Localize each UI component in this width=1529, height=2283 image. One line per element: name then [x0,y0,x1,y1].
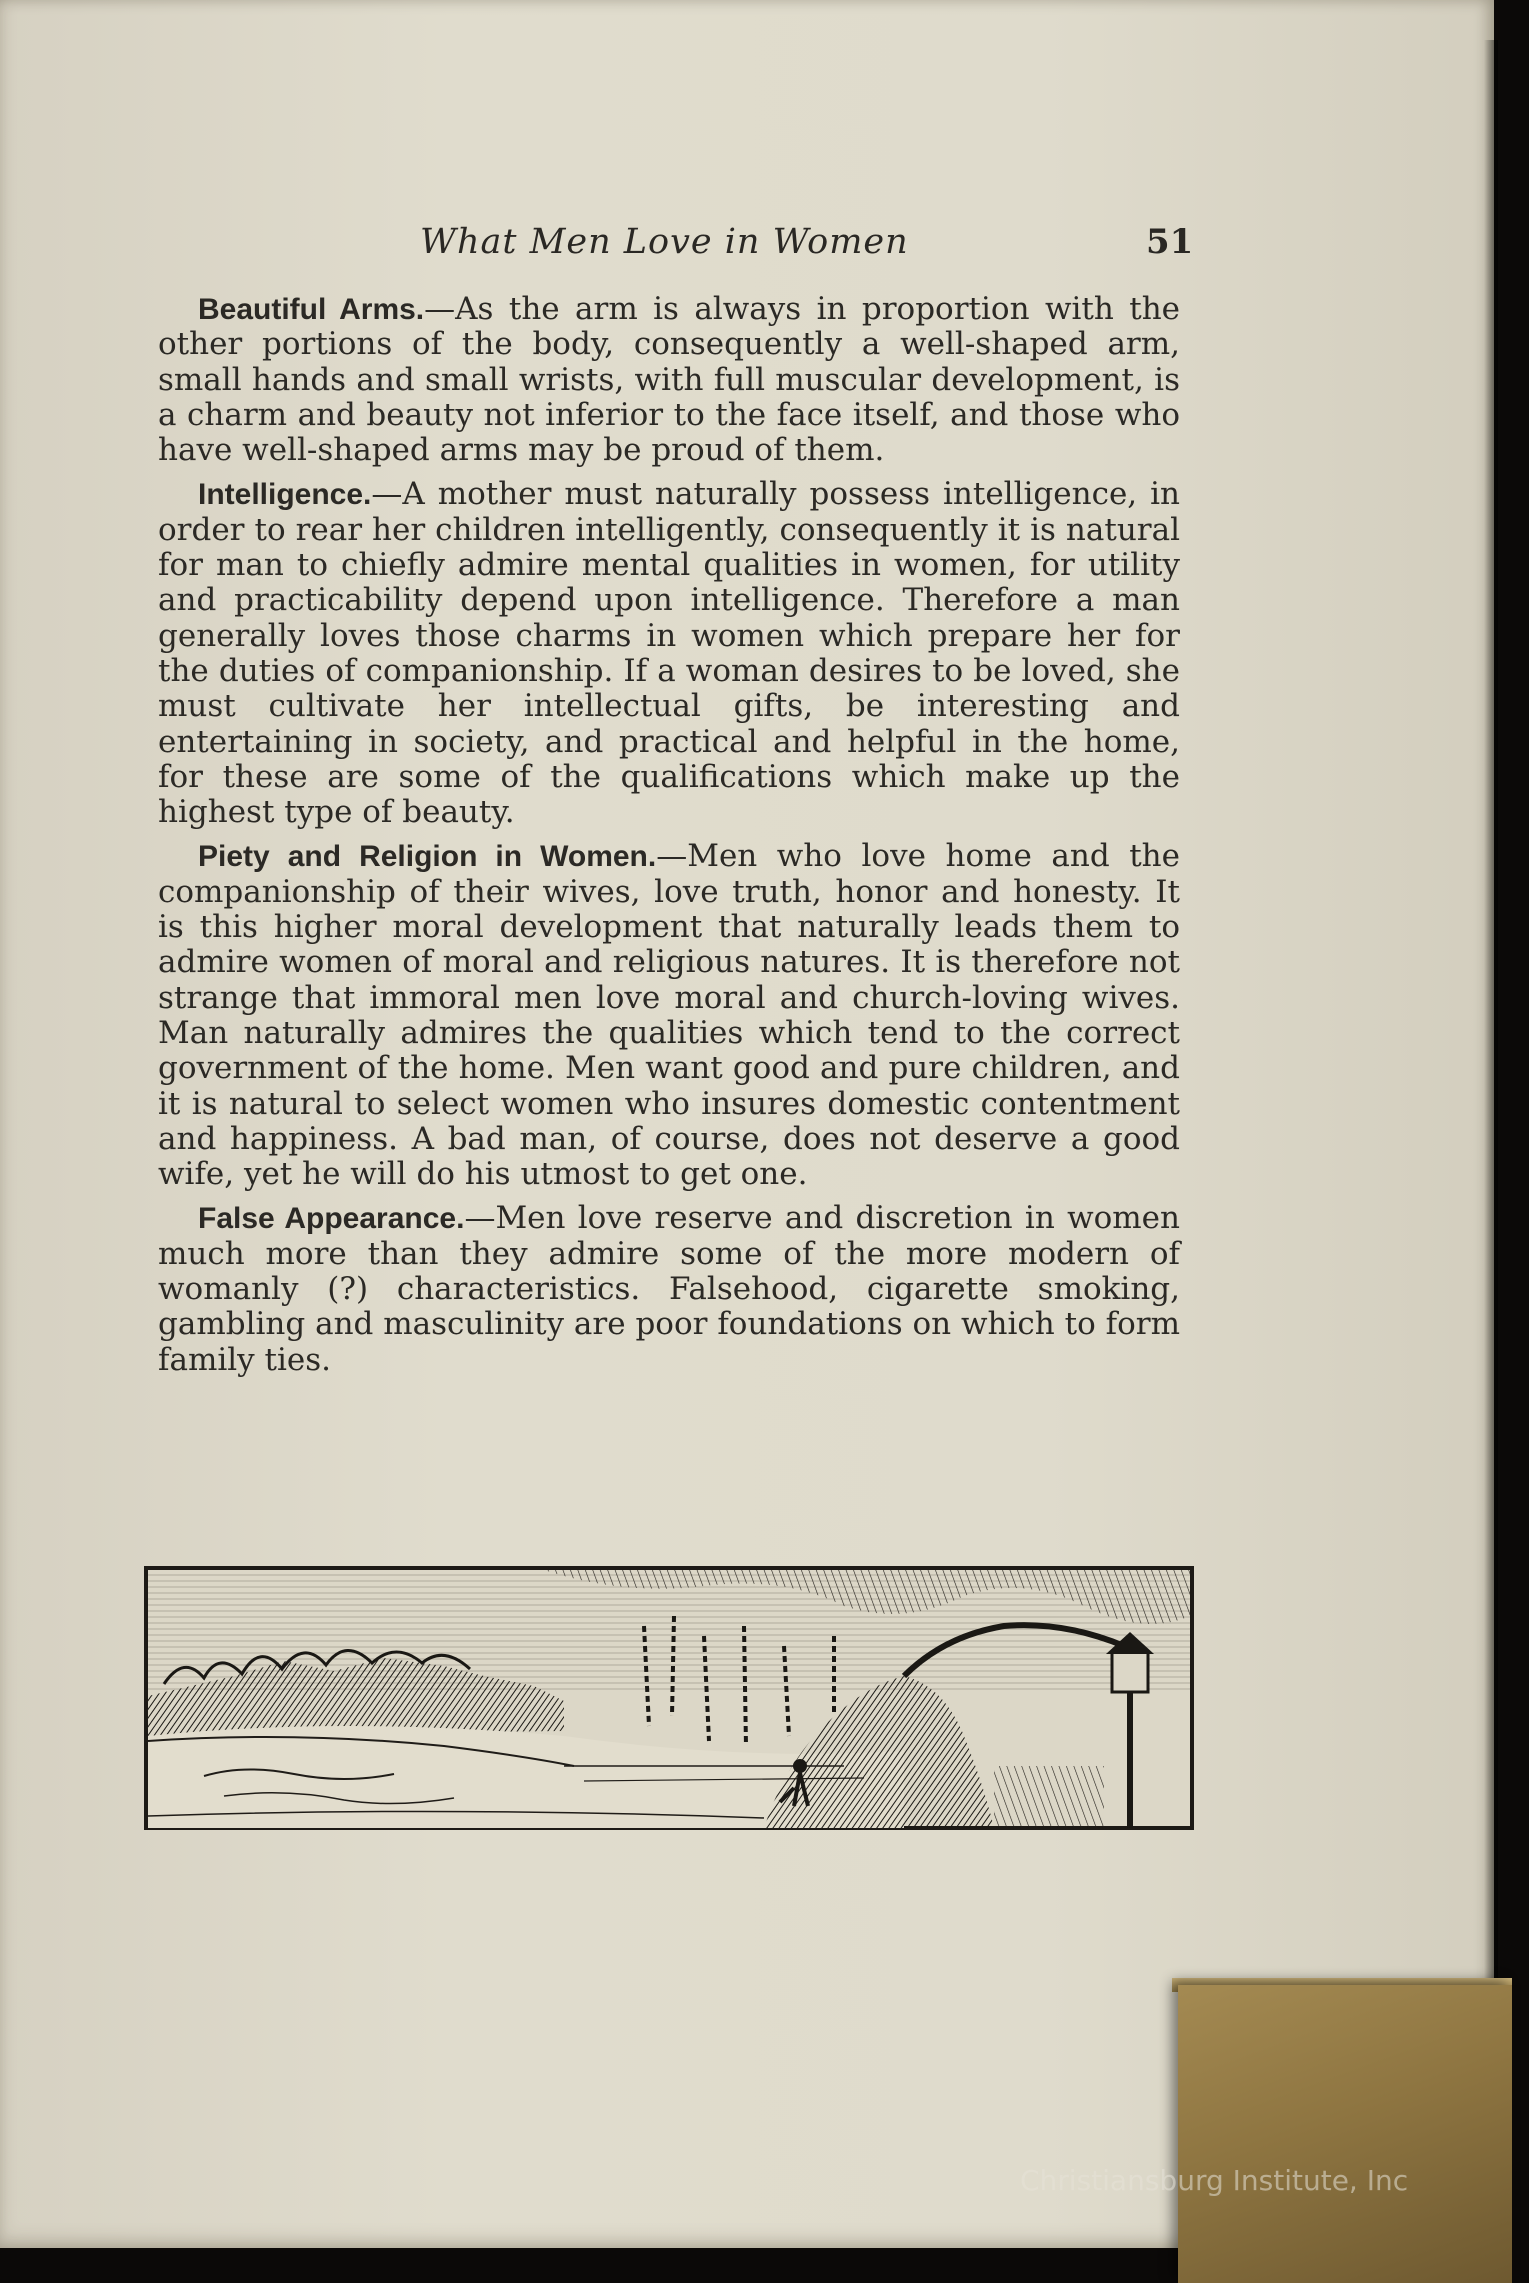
section-heading: Piety and Religion in Women. [198,840,657,874]
landscape-engraving-icon [144,1566,1194,1830]
section-heading: Beautiful Arms. [198,293,425,326]
section-body: —A mother must naturally possess intelligence, in order to rear her children intelligently, consequently it is natural for man to chiefly admire mental qualities in women, for utility and practicability depend upon intelligence. Therefore a man generally loves those charms in women which prepare her for the duties of companionship. If a woman desires to be loved, she must cultivate her intellectual gifts, be interesting and entertaining in society, and practical and helpful in the home, for these are some of the qualifications which make up the highest type of beauty. [158,476,1180,831]
section-beautiful-arms [158,292,1180,468]
section-body: —Men who love home and the companionship of their wives, love truth, honor and honesty. It is this higher moral development that naturally leads them to admire women of moral and religious natures. It is therefore not strange that immoral men love moral and church-loving wives. Man naturally admires the qualities which tend to the correct government of the home. Men want good and pure children, and it is natural to select women who insures domestic contentment and happiness. A bad man, of course, does not deserve a good wife, yet he will do his utmost to get one. [158,838,1180,1193]
section-piety-religion [158,839,1180,1192]
section-body: —As the arm is always in proportion with the other portions of the body, consequently a well-shaped arm, small hands and small wrists, with full muscular development, is a charm and beauty not inferior to the face itself, and those who have well-shaped arms may be proud of them. [158,291,1180,469]
section-intelligence [158,477,1180,830]
section-false-appearance [158,1201,1180,1377]
watermark: Christiansburg Institute, Inc [1020,2164,1409,2197]
section-heading: False Appearance. [198,1202,465,1236]
page-edge-shadow [1484,40,1498,2250]
body-text [158,292,1180,1387]
wooden-block [1178,1985,1512,2283]
running-head: What Men Love in Women [420,222,909,262]
section-body: —Men love reserve and discretion in women much more than they admire some of the more modern of womanly (?) characteristics. Falsehood, cigarette smoking, gambling and masculinity are poor foundations on which to form family ties. [158,1200,1180,1378]
section-heading: Intelligence. [198,478,372,512]
page-number: 51 [1146,222,1194,262]
